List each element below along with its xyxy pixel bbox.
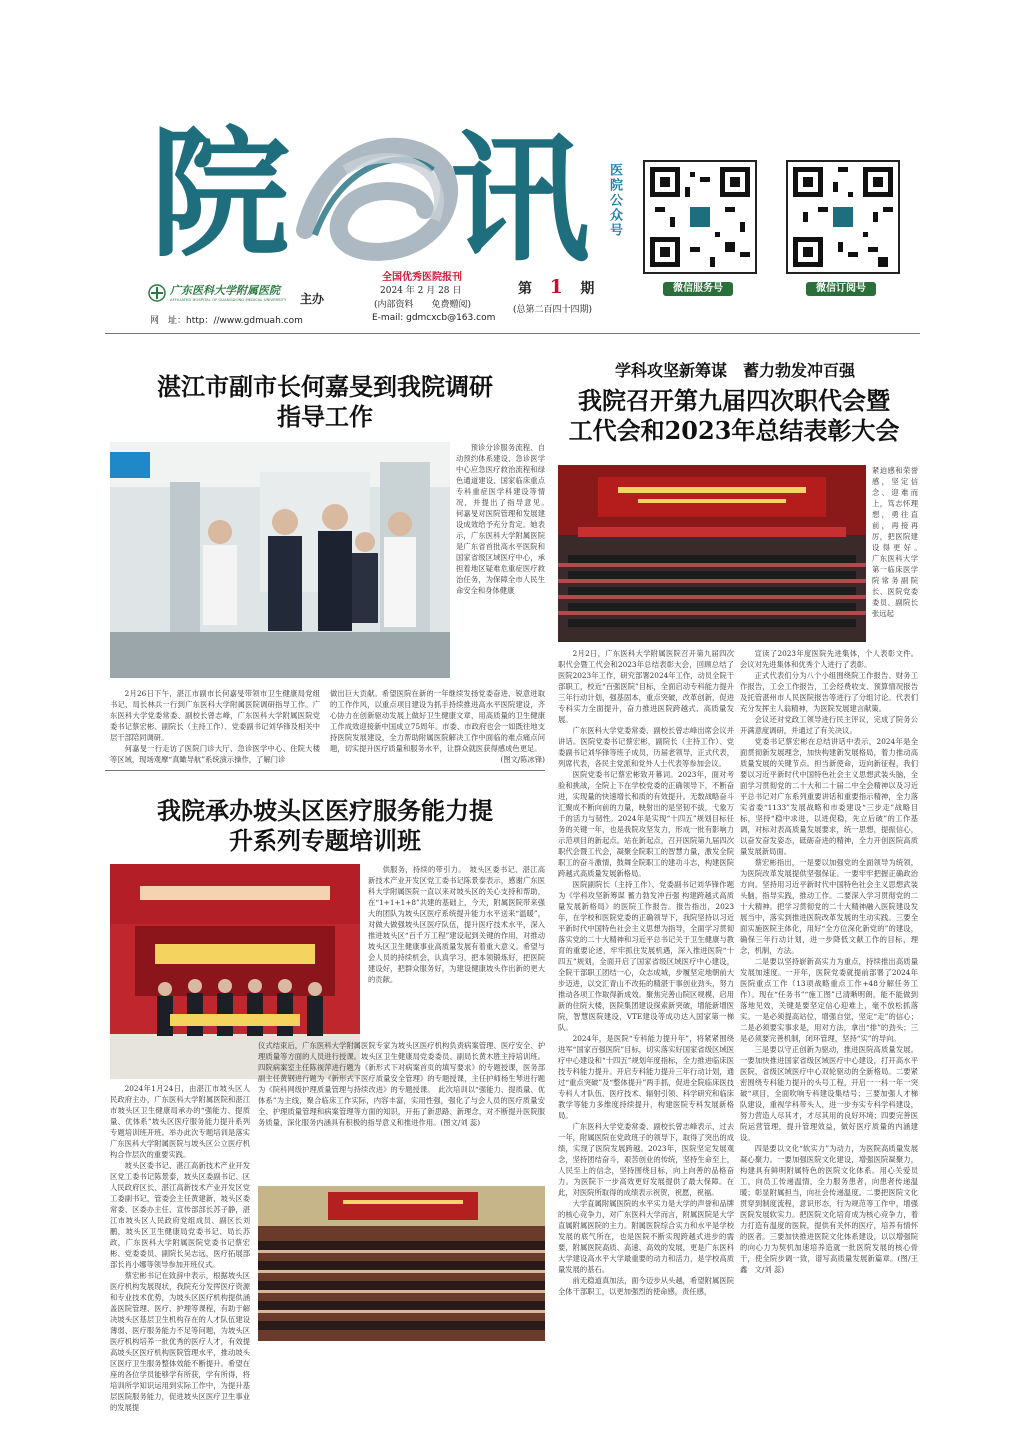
- issue-prefix: 第: [518, 281, 532, 297]
- article3-para-3: 蔡宏彬书记在致辞中表示，根据坡头区医疗机构发展现状，我院充分发挥医疗资源和专业技术优势，为坡头区医疗机构提供涵盖医院管理、医疗、护理等课程，有助于解决坡头区基层卫生机构存在的人才队伍建设薄弱、医疗服务能力不足等问题，为坡头区医疗机构培养一批优秀的医疗人才，有效提高坡头区医疗机构医院管理水平，推动坡头区医疗卫生服务整体效能不断提升。希望在座的各位学员能够学有所获，学有所得，将培训所学知识运用到实际工作中，为提升基层医院服务能力，促进坡头区医疗卫生事业的发展提: [110, 1271, 250, 1412]
- article2-para-14: 二是要以坚持崭新高实力为重点，持续推出高质量发展加速度。一开年，医院党委就提前部署了2024年医院重点工作（13项战略重点工作+48分解任务工作）。现在“任务书”“施工图”已清晰明朗，能不能做到落地见效，关键是要坚定信心迎难上，毫不放松抓落实。一是必须提高站位，增强自觉，坚定“走”的信心；二是必须要实事求是，用对方法，拿出“排”的劲头；三是必须要完善机制，闭环管理，坚持“实”的导向。: [740, 957, 918, 1043]
- article3-byline: (图文/刘 蕊): [440, 1118, 481, 1127]
- article3-title-line2: 升系列专题培训班: [229, 826, 421, 855]
- article2-para-8: 前无稳道真加法，面今迈步从头越，希望附属医院全体干部职工，以更加强烈的使命感，责任感，: [558, 1276, 734, 1296]
- article1-para-1: 2月26日下午，湛江市副市长何嘉旻带领市卫生健康局党组书记、局长林兵一行到广东医科大学附属医院调研指导工作。广东医科大学党委常委、副校长曾志峰，广东医科大学附属医院党委书记蔡宏彬、副院长（主持工作）、党委副书记刘华锋及相关中层干部陪同调研。: [110, 689, 320, 742]
- article2-para-1: 2月2日，广东医科大学附属医院召开第九届四次职代会暨工代会和2023年总结表彰大会，回顾总结了医院2023年工作，研究部署2024年工作，动员全院干部职工，校近“百强医院”目标，全面启动专科能力提升三年行动计划，强基固本，重点突破，改革创新，促进专科实力全面提升，奋力推进医院跨越式、高质量发展。: [558, 649, 734, 724]
- article2-para-15: 三是要以守正创新为驱动，推进医院高质量发展。一要加快推进国家省级区域医疗中心建设，打开高水平医院，省级区域医疗中心双轮驱动的全新格局。二要紧密围绕专科能力提升的头号工程，开启一一科一年一突破“项目，全面吹响专科建设集结号；三要加强人才梯队建设，重视学科带头人，进一步夯实专科学科建设，努力营造人尽其才，才尽其用的良好环境；四要完善医院运营管理，提升管理效益，做好医疗质量的内涵建设。: [740, 1045, 918, 1142]
- website[interactable]: 网 址：http：//www.gdmuah.com: [150, 316, 303, 326]
- article2-photo: [558, 465, 866, 642]
- article2-para-2: 广东医科大学党委常委、副校长曾志峰出席会议并讲话。医院党委书记蔡宏彬，副院长（主持工作）、党委副书记刘华锋等班子成员，历届老领导，正式代表，列席代表，各民主党派和党外人士代表等参加会议。: [558, 726, 734, 768]
- article3-col-left: [110, 1083, 250, 1413]
- internal-note: (内部资料 免费赠阅): [374, 300, 472, 310]
- article3-title-line1: 我院承办坡头区医疗服务能力提: [157, 796, 493, 825]
- qr-code-service[interactable]: [643, 160, 757, 274]
- issue-date: 2024 年 2 月 28 日: [380, 286, 462, 296]
- article2-byline: (图/王 鑫 文/刘 蕊): [740, 1254, 919, 1274]
- qr-code-subscription[interactable]: [786, 160, 900, 274]
- article2-para-6: 广东医科大学党委常委、副校长曾志峰表示，过去一年，附属医院在党政班子的领导下，取得了突出的成绩，实现了医院发展跨越。2023年，医院坚定发展观念，坚持团结奋斗，艰苦创业的传统，坚持生命至上，人民至上的信念，坚持围绕目标，向上向善的品格奋力。为医院下一步高效更好发展提供了最大保障。在此，对医院所取得的成绩表示祝贺，祝愿，祝福。: [558, 1122, 734, 1197]
- article3-photo-classroom: [258, 1186, 545, 1341]
- article1-byline: (图文/陈冰锋): [500, 755, 545, 764]
- masthead-char-1: 院: [150, 113, 291, 277]
- article2-para-16: 四是要以文化“软实力”为动力，为医院高质量发展凝心聚力。一要加强医院文化建设，增强医院凝聚力，构建具有鲜明附属特色的医院文化体系。用心关爱员工，向员工传递温情，全力服务患者，向患者传递温暖；彰显附属担当，向社会传递温度。二要把医院文化贯穿到制度流程，意识形态，行为规范等工作中，增强医院发展软实力。把医院文化培育成为核心竞争力，着力打造有温度的医院，提供有关怀的医疗，培养有情怀的医者。三要加快推进医院文化体系建设，以以增强院的向心力为契机加速培养造就一批医院发展的核心骨干，使全院步调一致，谱写高质量发展新篇章。(图/王 鑫 文/刘 蕊): [740, 1144, 919, 1274]
- article3-para-1: 2024年1月24日，由湛江市坡头区人民政府主办，广东医科大学附属医院和湛江市坡头区卫生健康局承办的“强能力、提质量、优体系”坡头区医疗服务能力提升系列专题培训班开班。举办此次专题培训是落实广东医科大学附属医院与坡头区公立医疗机构合作层次的重要实践。: [110, 1084, 250, 1159]
- article2-title-line2: 工代会和2023年总结表彰大会: [568, 416, 900, 445]
- hospital-name-en: AFFILIATED HOSPITAL OF GUANGDONG MEDICAL UNIVERSITY: [170, 297, 287, 302]
- issue-number-block: [518, 276, 594, 298]
- article1-sidebar-text: 预诊分诊服务流程、自动预约体系建设、急诊医学中心应急医疗救治流程和绿色通道建设、国家临床重点专科重症医学科建设等情况，并提出了指导意见。 何嘉旻对医院管理和发展建设成效给予充分肯定。她表示，广东医科大学附属医院是广东省首批高水平医院和国家省级区域医疗中心，承担着地区疑难危重症医疗救治任务，为保障全市人民生命安全和身体健康: [456, 443, 553, 595]
- qr-label-service: 微信服务号: [663, 282, 733, 296]
- article2-para-5: 2024年，是医院“专科能力提升年”，将紧紧围绕进军“国家百强医院”目标，切实落实好国家省级区域医疗中心建设和“十四五”规划年度指标，全力推进临床医技专科能力提升。开启专科能力提升三年行动计划，通过“重点突破”及“整体提升”两手抓，促进全院临床医技专科人才队伍、医疗技术、辐射引领、科学研究和临床教学等能力多维度持续提升，构建医院专科发展新格局。: [558, 1034, 734, 1120]
- email[interactable]: E-mail: gdmcxcb@163.com: [372, 313, 496, 323]
- total-issue: (总第二百四十四期): [513, 305, 593, 315]
- qr-label-subscription: 微信订阅号: [806, 282, 876, 296]
- article2-sidebar-text: 紧迫感和荣誉感，坚定信念、迎难而上，笃志怀理想，勇往直前，再接再厉，把医院建设得更好。 广东医科大学第一临床医学院常务副院长、医院党委委员、副院长张远起: [872, 466, 926, 618]
- article2-title-line1: 我院召开第九届四次职代会暨: [578, 386, 890, 415]
- article1-title-line2: 指导工作: [277, 402, 373, 431]
- masthead-divider: [105, 333, 920, 334]
- award-label: 全国优秀医院报刊: [382, 272, 462, 283]
- article1-title-line1: 湛江市副市长何嘉旻到我院调研: [157, 372, 493, 401]
- article2-para-4: 医院副院长（主持工作）、党委副书记刘华锋作题为《学科攻坚新筹谋 蓄力勃发冲百强 构建跨越式高质量发展新格局》的医院工作报告。报告指出，2023年，在学校和医院党委的正确领导下，我院坚持以习近平新时代中国特色社会主义思想为指导，全面学习贯彻落实党的二十大精神和习近平总书记关于卫生健康与教育的重要论述，牢牢抓住发展机遇，深入推进医院“十四五”规划，全面开启了国家省级区域医疗中心建设，全院干部职工团结一心，众志成城，步履坚定地朝前大步迈进，以交汇青山不改拓的精湛干事创业劲头，努力推动各项工作取得新成效。聚焦完善山院区规模、启用新的住院大楼，医院集团建设探索新突破，增能新增医院，智慧医院建设，VTE建设等成功达入国家第一梯队。: [558, 880, 734, 1032]
- article3-para-4: 仪式结束后，广东医科大学附属医院专家为坡头区医疗机构负责病案管理、医疗安全、护理质量等方面的人员进行授课。坡头区卫生健康局党委委员、副局长黄木胜主持培训班。四院病案室主任陈视萍进行题为《新形式下对病案首页的填写要求》的专题授课，医务部副主任黄钢进行题为《新形式下医疗质量安全管理》的专题授课，主任护师杨生琴进行题为《院科网级护理质量管理与持续改进》的专题授课。 此次培训以“强能力、提质量、优体系”为主线，聚合临床工作实际，内容丰富，实用性强，强化了与会人员的医疗质量安全、护理质量管理和病案管理等方面的知识，开拓了新思路、新理念，对不断提升医院服务质量、深化服务内涵具有积极的指导意义和推进作用。(图文/刘 蕊): [258, 1041, 545, 1127]
- article2-col-left: [558, 648, 734, 1297]
- masthead-char-2: 讯: [450, 118, 591, 282]
- article2-para-3: 医院党委书记蔡宏彬致开幕词。2023年，面对考验和挑战，全院上下在学校党委的正确领导下，不断奋进，实现量的快速增长和质的有效提升。无数战略奋斗汇聚成不断向前的力量，映射出的是坚韧不拔，弋象万千的活力与韧性。2024年是实现“十四五”规划目标任务的关键一年，也是我院攻坚发力，形成一批有影响力示范项目的新起点。站在新起点，召开医院第九届四次职代会暨工代会，凝聚全院职工的智慧力量，激发全院职工的奋斗激情，鼓舞全院职工的建功斗志，构建医院跨越式高质量发展新格局。: [558, 770, 734, 878]
- issue-suffix: 期: [580, 281, 595, 297]
- article2-kicker: 学科攻坚新筹谋 蓄力勃发冲百强: [614, 361, 855, 380]
- article2-para-11: 会议还对党政工领导进行民主评议，完成了院务公开满意度调研，并通过了有关决议。: [740, 715, 918, 735]
- article2-para-7: 大学直属附属医院的水平实力是大学的声誉和品牌的核心竞争力，对广东医科大学而言，附属医院是大学直属附属医院的主力。附属医院综合实力和水平是学校发展的底气所在，也是医院不断实现跨越式进步的需要，附属医院高质、高速、高效的发展，更是广东医科大学建设高水平大学最重要的动力和活力，是学校高质量发展的基石。: [558, 1199, 734, 1274]
- article2-para-10: 正式代表们分为八个小组围绕院工作报告、财务工作报告，工会工作报告，工会经费收支、预算情况报告及托管湛州市人民医院报告等进行了分组讨论。代表们充分发挥主人翁精神，为医院发展建言献策。: [740, 671, 918, 713]
- article1-divider: [105, 770, 545, 771]
- article3-sidebar-bottom: [258, 1040, 545, 1128]
- hospital-emblem-icon: [148, 284, 166, 302]
- article3-sidebar-top: 供服务，持续的带引力。 坡头区委书记、湛江高新技术产业开发区党工委书记陈景泰表示，感谢广东医科大学附属医院一直以来对坡头区的关心支持和帮助，在“1+1+1+8”共建的基础上，今天，附属医院带来强大的团队为坡头区医疗系统提升能力水平送来“温暖”，对做大做强坡头区医疗队伍，提升医疗技术水平，深入推进坡头区“百千万工程”建设起到关键的作用，对推动坡头区卫生健康事业高质量发展有着重大意义。希望与会人员的持续机会，认真学习，把本领锻炼好，把医院建设好，把群众服务好，为建设健康坡头作出新的更大的贡献。: [368, 865, 545, 984]
- masthead: [0, 0, 1024, 335]
- issue-number: 1: [549, 276, 563, 298]
- article2-para-12: 党委书记蔡宏彬在总结讲话中表示，2024年是全面贯彻新发展理念，加快构建新发展格局，着力推动高质量发展的关键节点。担当新使命，迈向新征程，我们要以习近平新时代中国特色社会主义思想武装头脑，全面学习贯彻党的二十大和二十届二中全会精神以及习近平总书记对广东系列重要讲话和重要指示精神，全力落实省委“1133”发展战略和市委建设“三步走”战略目标，坚持“稳中求进，以进促稳，先立后破”的工作基调，对标对表高质量发展要求，统一思想，提振信心，以奋发奋发姿态，砥砺奋进的精神，全力开创医院高质量发展新局面。: [740, 737, 918, 856]
- official-account-label: 医院公众号: [607, 163, 622, 238]
- article2-para-9: 宣读了2023年度医院先进集体，个人表彰文件。会议对先进集体和优秀个人进行了表彰。: [740, 649, 918, 669]
- article2-col-right: [740, 648, 918, 1275]
- article1-para-2: 何嘉旻一行走访了医院门诊大厅、急诊医学中心、住院大楼等区域，现场观摩“真瞰导航”系统演示操作，了解门诊: [110, 744, 320, 764]
- article1-para-3: 做出巨大贡献。希望医院在新的一年继续发扬党委奋进、锐意进取的工作作风，以重点项目建设为抓手持续推进高水平医院建设，齐心协力在创新驱动发展上做好卫生健康文章，用高质量的卫生健康工作成效迎接新中国成立75周年。市委、市政府也会一如既往地支持医院发展建设，全力帮助附属医院解决工作中面临的难点痛点问题，切实提升医疗质量和服务水平，让群众就医获得感成色更足。 (图文/陈冰锋): [330, 689, 545, 764]
- article1-photo: [110, 442, 450, 678]
- article1-col-right: [330, 688, 545, 765]
- article3-para-2: 坡头区委书记、湛江高新技术产业开发区党工委书记陈景泰，坡头区委副书记、区人民政府区长、湛江高新技术产业开发区党工委副书记，管委会主任黄建新，坡头区委常委、区委办主任、宣传部部长苏子静，湛江市坡头区人民政府党组成员、副区长刘鹏，坡头区卫生健康局党委书记、局长苏政，广东医科大学附属医院党委书记蔡宏彬、党委委员、副院长吴志远，医疗拓展部部长肖小娜等领导参加开班仪式。: [110, 1161, 250, 1269]
- host-label: 主办: [300, 292, 325, 306]
- article2-para-13: 蔡宏彬指出，一是要以加强党的全面领导为统领，为医院改革发展提供坚强保证。一要牢牢把握正确政治方向。坚持用习近平新时代中国特色社会主义思想武装头脑，指导实践，推动工作。二要深入学习贯彻党的二十大精神。把学习贯彻党的二十大精神融入医院建设发展当中，落实到推进医院改革发展的生动实践。三要全面实施医院主体化，用好“全方位深化新党的”的建设，确保三年行动计划，进一步降低文献工作的目标，理念，机制，方法。: [740, 858, 918, 955]
- hospital-name-cn: 广东医科大学附属医院: [170, 284, 280, 297]
- article1-col-left: [110, 688, 320, 765]
